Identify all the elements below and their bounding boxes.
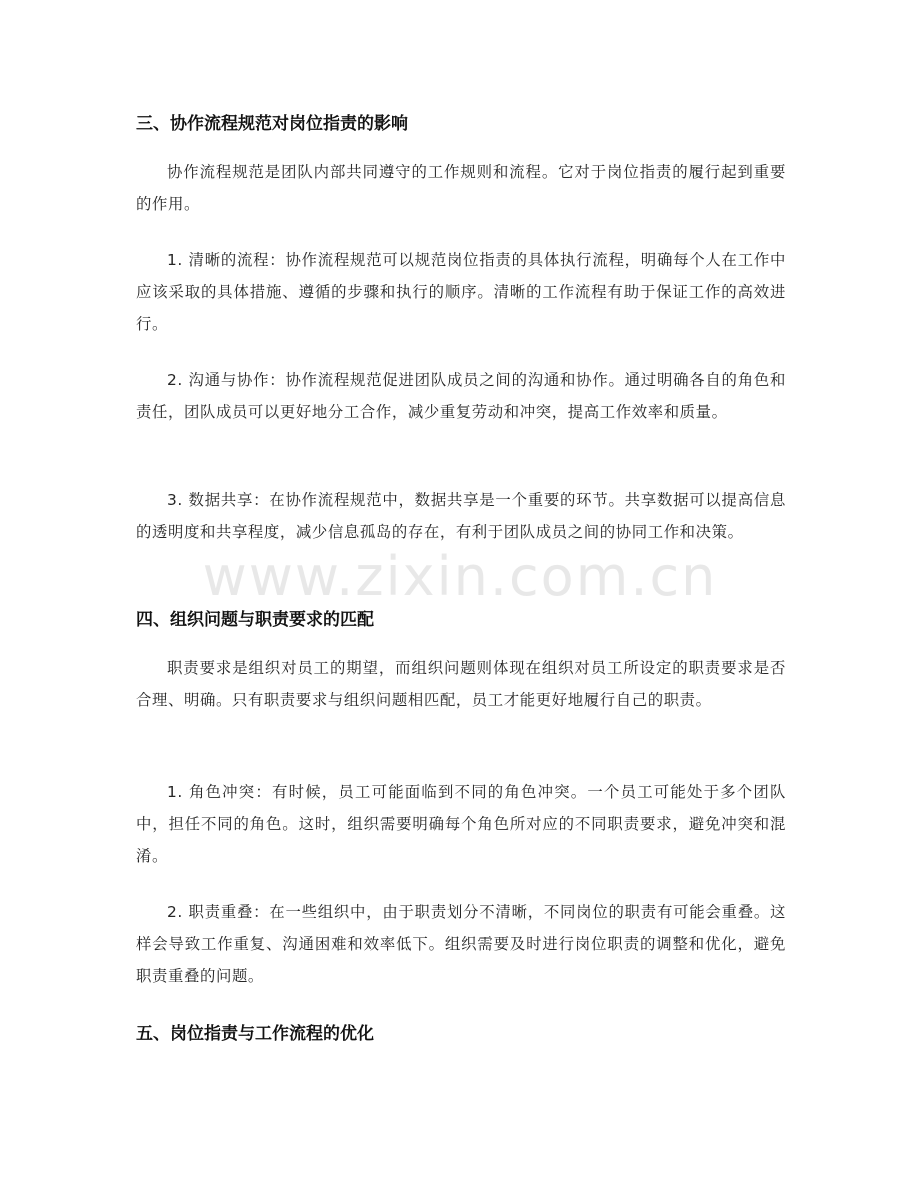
- section-4-intro: 职责要求是组织对员工的期望，而组织问题则体现在组织对员工所设定的职责要求是否合理、明确。只有职责要求与组织问题相匹配，员工才能更好地履行自己的职责。: [136, 659, 786, 709]
- section-heading-5: 五、岗位指责与工作流程的优化: [136, 1024, 374, 1044]
- section-3-intro: 协作流程规范是团队内部共同遵守的工作规则和流程。它对于岗位指责的履行起到重要的作用。: [136, 163, 786, 213]
- section-3-item-1: 1. 清晰的流程：协作流程规范可以规范岗位指责的具体执行流程，明确每个人在工作中应该采取的具体措施、遵循的步骤和执行的顺序。清晰的工作流程有助于保证工作的高效进行。: [136, 251, 786, 333]
- section-heading-4: 四、组织问题与职责要求的匹配: [136, 610, 374, 630]
- section-4-item-2: 2. 职责重叠：在一些组织中，由于职责划分不清晰，不同岗位的职责有可能会重叠。这样会导致工作重复、沟通困难和效率低下。组织需要及时进行岗位职责的调整和优化，避免职责重叠的问题。: [136, 903, 786, 985]
- section-4-item-1: 1. 角色冲突：有时候，员工可能面临到不同的角色冲突。一个员工可能处于多个团队中，担任不同的角色。这时，组织需要明确每个角色所对应的不同职责要求，避免冲突和混淆。: [136, 783, 786, 865]
- section-3-item-2: 2. 沟通与协作：协作流程规范促进团队成员之间的沟通和协作。通过明确各自的角色和责任，团队成员可以更好地分工合作，减少重复劳动和冲突，提高工作效率和质量。: [136, 371, 786, 421]
- section-3-item-3: 3. 数据共享：在协作流程规范中，数据共享是一个重要的环节。共享数据可以提高信息的透明度和共享程度，减少信息孤岛的存在，有利于团队成员之间的协同工作和决策。: [136, 491, 786, 541]
- section-heading-3: 三、协作流程规范对岗位指责的影响: [136, 114, 408, 134]
- watermark: www.zixin.com.cn: [202, 545, 718, 608]
